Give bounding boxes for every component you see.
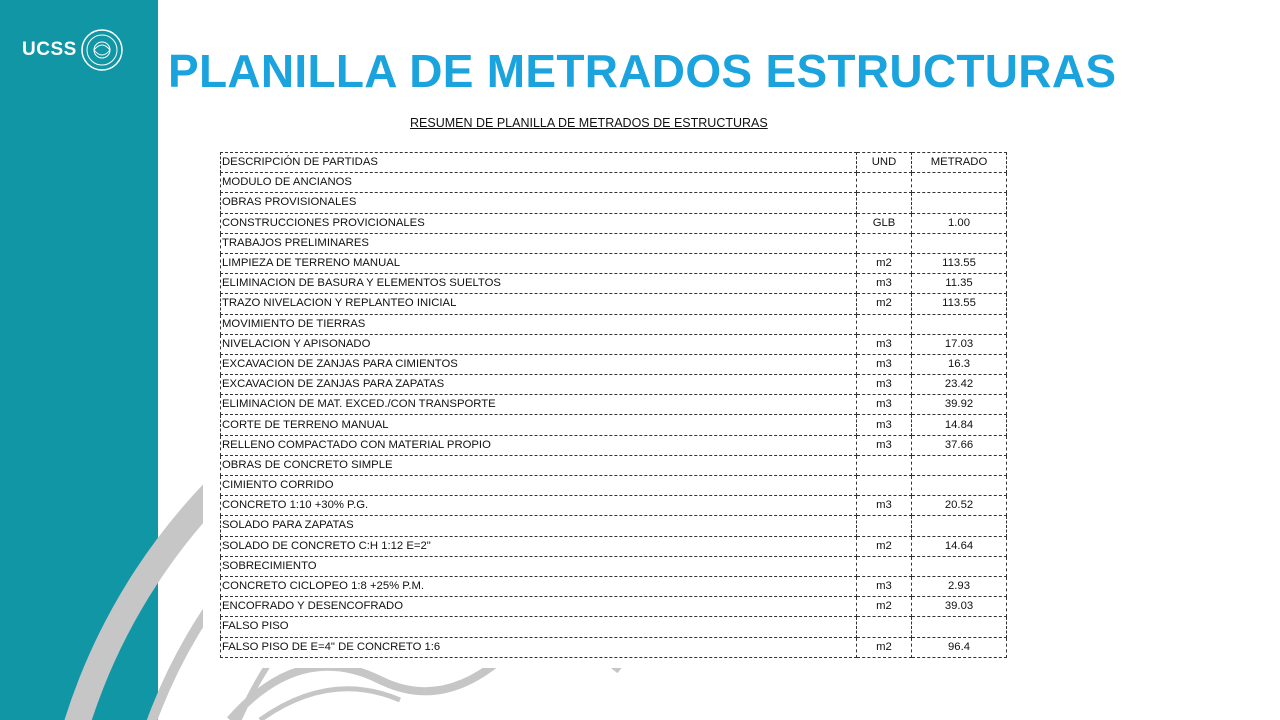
row-unit: m2 [857,637,912,657]
table-row [221,233,1007,253]
row-description: CONCRETO CICLOPEO 1:8 +25% P.M. [221,576,857,596]
table-row [221,395,1007,415]
table-row [221,334,1007,354]
table-row [221,435,1007,455]
row-unit: m3 [857,274,912,294]
row-unit: m3 [857,334,912,354]
table-row [221,193,1007,213]
row-metrado: 96.4 [912,637,1007,657]
row-metrado: 113.55 [912,294,1007,314]
row-metrado: 14.64 [912,536,1007,556]
table-row [221,354,1007,374]
table-row [221,556,1007,576]
row-description: FALSO PISO DE E=4" DE CONCRETO 1:6 [221,637,857,657]
row-unit: m2 [857,536,912,556]
row-metrado [912,476,1007,496]
row-description: ENCOFRADO Y DESENCOFRADO [221,597,857,617]
logo-text: UCSS [22,39,77,60]
ucss-logo [22,28,146,72]
row-metrado: 20.52 [912,496,1007,516]
row-metrado [912,455,1007,475]
row-unit: m2 [857,253,912,273]
table-row [221,597,1007,617]
row-description: CONSTRUCCIONES PROVICIONALES [221,213,857,233]
table-row [221,294,1007,314]
table-row [221,253,1007,273]
row-metrado [912,556,1007,576]
table-row [221,314,1007,334]
row-metrado [912,233,1007,253]
row-metrado: 39.03 [912,597,1007,617]
table-header-row [221,153,1007,173]
table-row [221,496,1007,516]
row-unit [857,193,912,213]
table-row [221,415,1007,435]
row-metrado: 23.42 [912,375,1007,395]
row-unit: m3 [857,354,912,374]
row-unit [857,476,912,496]
metrados-sheet [203,104,1028,668]
table-row [221,274,1007,294]
row-metrado [912,617,1007,637]
row-unit [857,314,912,334]
row-unit [857,516,912,536]
row-description: CIMIENTO CORRIDO [221,476,857,496]
row-description: ELIMINACION DE BASURA Y ELEMENTOS SUELTOS [221,274,857,294]
table-row [221,617,1007,637]
row-description: CORTE DE TERRENO MANUAL [221,415,857,435]
row-unit: m2 [857,597,912,617]
row-unit [857,617,912,637]
row-description: SOLADO DE CONCRETO C:H 1:12 E=2" [221,536,857,556]
metrados-table [220,152,1007,658]
row-unit: m3 [857,415,912,435]
row-description: RELLENO COMPACTADO CON MATERIAL PROPIO [221,435,857,455]
row-metrado: 1.00 [912,213,1007,233]
row-unit [857,455,912,475]
row-unit [857,173,912,193]
row-metrado [912,173,1007,193]
row-unit [857,556,912,576]
table-row [221,476,1007,496]
row-metrado: 39.92 [912,395,1007,415]
row-description: EXCAVACION DE ZANJAS PARA ZAPATAS [221,375,857,395]
row-description: ELIMINACION DE MAT. EXCED./CON TRANSPORTE [221,395,857,415]
table-row [221,576,1007,596]
row-description: MOVIMIENTO DE TIERRAS [221,314,857,334]
table-row [221,173,1007,193]
table-row [221,375,1007,395]
row-metrado [912,516,1007,536]
row-unit: m3 [857,435,912,455]
row-description: LIMPIEZA DE TERRENO MANUAL [221,253,857,273]
row-unit: GLB [857,213,912,233]
row-metrado: 17.03 [912,334,1007,354]
table-row [221,213,1007,233]
row-unit: m2 [857,294,912,314]
row-metrado: 16.3 [912,354,1007,374]
row-metrado: 2.93 [912,576,1007,596]
row-unit: m3 [857,375,912,395]
row-metrado [912,193,1007,213]
column-header-unit: UND [857,153,912,173]
row-description: MODULO DE ANCIANOS [221,173,857,193]
row-metrado: 113.55 [912,253,1007,273]
row-description: TRABAJOS PRELIMINARES [221,233,857,253]
row-metrado [912,314,1007,334]
table-row [221,455,1007,475]
row-description: TRAZO NIVELACION Y REPLANTEO INICIAL [221,294,857,314]
row-description: SOBRECIMIENTO [221,556,857,576]
row-description: EXCAVACION DE ZANJAS PARA CIMIENTOS [221,354,857,374]
sheet-title: RESUMEN DE PLANILLA DE METRADOS DE ESTRUCTURAS [410,116,768,130]
row-description: OBRAS DE CONCRETO SIMPLE [221,455,857,475]
column-header-description: DESCRIPCIÓN DE PARTIDAS [221,153,857,173]
row-unit: m3 [857,395,912,415]
row-metrado: 14.84 [912,415,1007,435]
row-unit: m3 [857,576,912,596]
column-header-metrado: METRADO [912,153,1007,173]
row-description: SOLADO PARA ZAPATAS [221,516,857,536]
row-description: OBRAS PROVISIONALES [221,193,857,213]
row-metrado: 37.66 [912,435,1007,455]
row-description: NIVELACION Y APISONADO [221,334,857,354]
row-unit: m3 [857,496,912,516]
table-row [221,637,1007,657]
brand-sidebar [0,0,158,720]
row-metrado: 11.35 [912,274,1007,294]
row-description: FALSO PISO [221,617,857,637]
table-row [221,536,1007,556]
row-description: CONCRETO 1:10 +30% P.G. [221,496,857,516]
row-unit [857,233,912,253]
page-title: PLANILLA DE METRADOS ESTRUCTURAS [168,45,1117,97]
table-row [221,516,1007,536]
university-seal-icon [80,28,124,72]
